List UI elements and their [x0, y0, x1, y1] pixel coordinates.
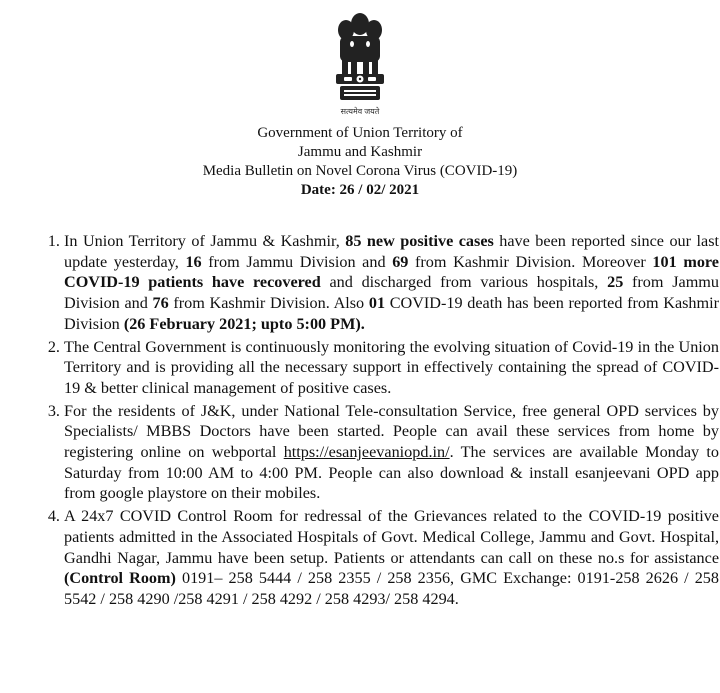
item-text: and discharged from various hospitals,: [320, 273, 608, 292]
item-text: The Central Government is continuously monitoring the evolving situation of Covid-19 in the Union Territory and is providing all the necessary support in effectively containing the spread of COVID-19 & better clinical management of positive cases.: [64, 337, 719, 397]
item-text: from Kashmir Division. Also: [168, 294, 369, 313]
header-line-territory: Jammu and Kashmir: [297, 144, 423, 160]
esanjeevani-link[interactable]: https://esanjeevaniopd.in/: [283, 443, 450, 462]
national-emblem-icon: [330, 10, 390, 106]
death-count: 01: [368, 294, 386, 313]
item-text: 0191– 258 5444 / 258 2355 / 258 2356, GMC Exchange: 0191-258 2626 / 258 5542 / 258 4290 /258 4291 / 258 4292 / 258 4293/ 258 4294.: [64, 569, 719, 608]
item-text: For the residents of J&K, under National Tele-consultation Service, free general OPD services by Specialists/ MBBS Doctors have been started. People can avail these services from home by registering online on webportal: [64, 401, 719, 462]
kashmir-recovered: 76: [152, 294, 169, 313]
list-item: [64, 506, 719, 610]
emblem-area: [0, 10, 720, 111]
item-text: have been reported since our last update yesterday,: [64, 232, 719, 271]
jammu-cases: 16: [185, 252, 202, 271]
new-cases-count: 85 new positive cases: [345, 232, 494, 250]
header-line-bulletin-title: Media Bulletin on Novel Corona Virus (COVID-19): [202, 163, 518, 179]
item-text: COVID-19 death has been reported from Kashmir Division: [64, 294, 719, 333]
kashmir-cases: 69: [392, 252, 409, 271]
list-item: [64, 231, 719, 335]
bulletin-date: Date: 26 / 02/ 2021: [300, 182, 420, 198]
item-text: from Jammu Division and: [64, 273, 719, 313]
emblem-motto: सत्यमेव जयते: [340, 107, 380, 116]
item-text: In Union Territory of Jammu & Kashmir,: [64, 232, 346, 250]
bulletin-items-list: [38, 231, 719, 612]
item-text: A 24x7 COVID Control Room for redressal of the Grievances related to the COVID-19 positive patients admitted in the Associated Hospitals of Govt. Medical College, Jammu and Govt. Hospital, Gandhi Nagar, Jammu have been setup. Patients or attendants can call on these no.s for assistance: [64, 507, 719, 567]
control-room-label: (Control Room): [64, 569, 176, 588]
recovered-count: 101 more COVID-19 patients have recovered: [64, 252, 719, 292]
list-item: [64, 337, 719, 399]
item-text: from Kashmir Division. Moreover: [408, 252, 653, 271]
list-item: [64, 401, 719, 505]
report-timestamp: (26 February 2021; upto 5:00 PM).: [123, 314, 365, 333]
jammu-recovered: 25: [607, 273, 624, 292]
header-line-government: Government of Union Territory of: [257, 125, 463, 141]
item-text: . The services are available Monday to Saturday from 10:00 AM to 4:00 PM. People can also download & install esanjeevani OPD app from google playstore on their mobiles.: [64, 443, 719, 503]
bulletin-header: [0, 124, 720, 200]
item-text: from Jammu Division and: [201, 252, 393, 271]
